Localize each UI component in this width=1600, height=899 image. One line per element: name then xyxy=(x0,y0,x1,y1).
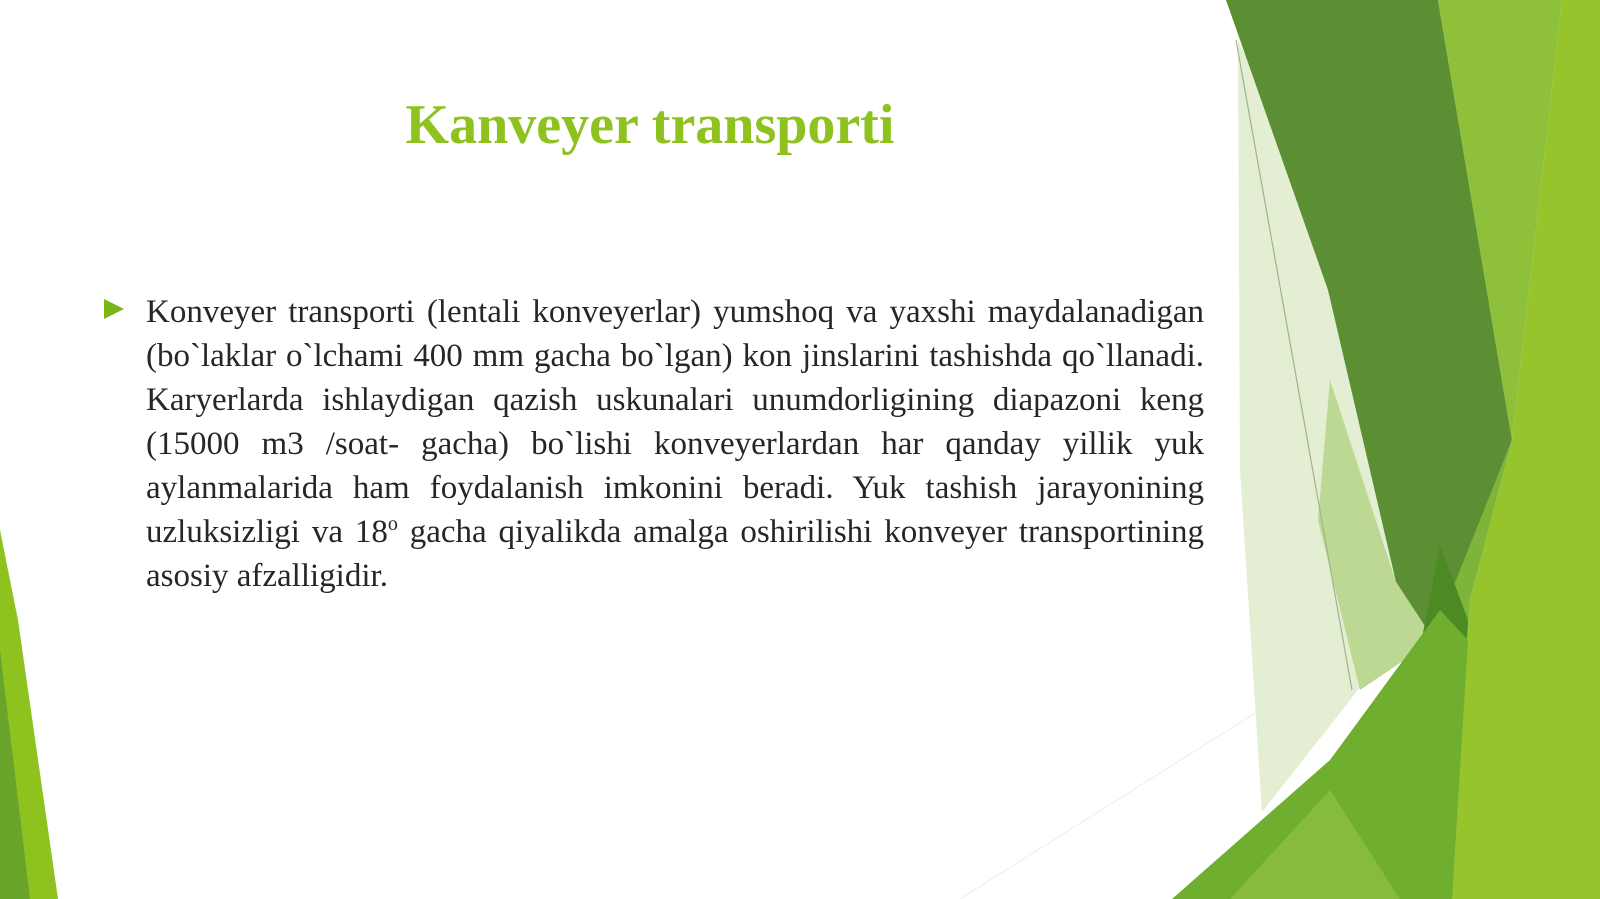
triangle-right-icon xyxy=(104,299,124,319)
degree-superscript: o xyxy=(387,513,398,535)
slide-title: Kanveyer transporti xyxy=(405,94,895,156)
bullet-text-part-2: gacha qiyalikda amalga oshirilishi konveyer transportining asosiy afzalligidir. xyxy=(146,514,1204,594)
slide-content xyxy=(100,290,1204,598)
bullet-item xyxy=(100,290,1204,598)
bullet-text-part-1: Konveyer transporti (lentali konveyerlar) yumshoq va yaxshi maydalanadigan (bo`laklar o`lchami 400 mm gacha bo`lgan) kon jinslarini tashishda qo`llanadi. Karyerlarda ishlaydigan qazish uskunalari unumdorligining diapazoni keng (15000 m3 /soat- gacha) bo`lishi konveyerlardan har qanday yillik yuk aylanmalarida ham foydalanish imkonini beradi. Yuk tashish jarayonining uzluksizligi va 18 xyxy=(146,294,1204,550)
bullet-text xyxy=(146,290,1204,598)
